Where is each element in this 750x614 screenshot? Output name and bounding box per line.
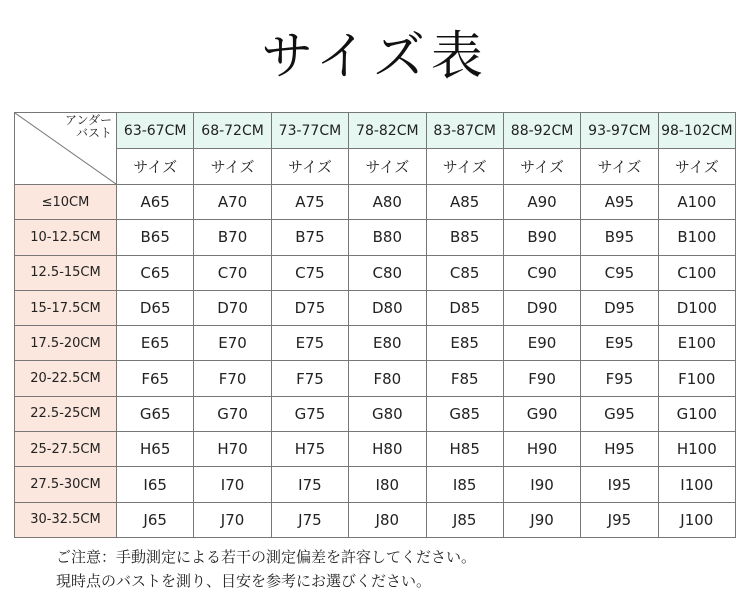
size-cell: E100 bbox=[658, 326, 735, 361]
size-column-label: サイズ bbox=[117, 149, 194, 185]
page-title: サイズ表 bbox=[261, 27, 489, 87]
size-cell: C90 bbox=[503, 255, 580, 290]
difference-row-header: 20-22.5CM bbox=[15, 361, 117, 396]
size-cell: D85 bbox=[426, 290, 503, 325]
size-cell: I95 bbox=[581, 467, 658, 502]
difference-row-header: ≤10CM bbox=[15, 185, 117, 220]
size-cell: B65 bbox=[117, 220, 194, 255]
size-cell: I85 bbox=[426, 467, 503, 502]
size-cell: J90 bbox=[503, 502, 580, 537]
size-cell: D80 bbox=[349, 290, 426, 325]
corner-under-bust-label bbox=[65, 114, 112, 140]
size-cell: F95 bbox=[581, 361, 658, 396]
size-cell: G85 bbox=[426, 396, 503, 431]
corner-top-line2: バスト bbox=[75, 126, 112, 140]
size-cell: H85 bbox=[426, 432, 503, 467]
corner-top-line1: アンダー bbox=[64, 113, 112, 127]
size-cell: D95 bbox=[581, 290, 658, 325]
size-cell: I100 bbox=[658, 467, 735, 502]
under-bust-header: 88-92CM bbox=[503, 113, 580, 149]
table-row bbox=[15, 326, 736, 361]
size-column-label: サイズ bbox=[426, 149, 503, 185]
size-cell: H90 bbox=[503, 432, 580, 467]
size-column-label: サイズ bbox=[658, 149, 735, 185]
size-cell: B75 bbox=[271, 220, 348, 255]
size-cell: G90 bbox=[503, 396, 580, 431]
size-cell: B95 bbox=[581, 220, 658, 255]
size-cell: I65 bbox=[117, 467, 194, 502]
table-row bbox=[15, 396, 736, 431]
table-row bbox=[15, 432, 736, 467]
size-cell: C80 bbox=[349, 255, 426, 290]
size-cell: F100 bbox=[658, 361, 735, 396]
size-cell: H80 bbox=[349, 432, 426, 467]
table-row bbox=[15, 255, 736, 290]
size-column-label: サイズ bbox=[581, 149, 658, 185]
size-column-label: サイズ bbox=[503, 149, 580, 185]
under-bust-header: 98-102CM bbox=[658, 113, 735, 149]
difference-row-header: 22.5-25CM bbox=[15, 396, 117, 431]
size-cell: J75 bbox=[271, 502, 348, 537]
table-row bbox=[15, 361, 736, 396]
size-cell: A85 bbox=[426, 185, 503, 220]
size-cell: F70 bbox=[194, 361, 271, 396]
size-cell: F80 bbox=[349, 361, 426, 396]
size-cell: I70 bbox=[194, 467, 271, 502]
size-cell: G100 bbox=[658, 396, 735, 431]
under-bust-header: 68-72CM bbox=[194, 113, 271, 149]
size-table bbox=[14, 112, 736, 538]
size-cell: A90 bbox=[503, 185, 580, 220]
guide-note: 現時点のバストを測り、目安を参考にお選びください。 bbox=[56, 572, 432, 590]
size-cell: F65 bbox=[117, 361, 194, 396]
size-cell: C65 bbox=[117, 255, 194, 290]
size-cell: A100 bbox=[658, 185, 735, 220]
size-cell: E75 bbox=[271, 326, 348, 361]
under-bust-header: 73-77CM bbox=[271, 113, 348, 149]
size-column-label: サイズ bbox=[194, 149, 271, 185]
under-bust-header: 78-82CM bbox=[349, 113, 426, 149]
under-bust-header: 83-87CM bbox=[426, 113, 503, 149]
size-cell: A75 bbox=[271, 185, 348, 220]
size-cell: J95 bbox=[581, 502, 658, 537]
under-bust-header-row bbox=[15, 113, 736, 149]
size-cell: D65 bbox=[117, 290, 194, 325]
size-cell: D70 bbox=[194, 290, 271, 325]
difference-row-header: 17.5-20CM bbox=[15, 326, 117, 361]
table-row bbox=[15, 502, 736, 537]
size-cell: J70 bbox=[194, 502, 271, 537]
size-cell: B100 bbox=[658, 220, 735, 255]
difference-row-header: 25-27.5CM bbox=[15, 432, 117, 467]
size-cell: B85 bbox=[426, 220, 503, 255]
size-cell: G80 bbox=[349, 396, 426, 431]
size-cell: F90 bbox=[503, 361, 580, 396]
size-cell: I80 bbox=[349, 467, 426, 502]
size-cell: E65 bbox=[117, 326, 194, 361]
size-cell: A95 bbox=[581, 185, 658, 220]
size-cell: A80 bbox=[349, 185, 426, 220]
size-cell: H95 bbox=[581, 432, 658, 467]
size-cell: G70 bbox=[194, 396, 271, 431]
size-cell: C100 bbox=[658, 255, 735, 290]
size-cell: A70 bbox=[194, 185, 271, 220]
table-corner-cell bbox=[15, 113, 117, 185]
size-column-label: サイズ bbox=[271, 149, 348, 185]
difference-row-header: 12.5-15CM bbox=[15, 255, 117, 290]
caution-note: ご注意：手動測定による若干の測定偏差を許容してください。 bbox=[56, 548, 477, 566]
size-cell: J80 bbox=[349, 502, 426, 537]
difference-row-header: 15-17.5CM bbox=[15, 290, 117, 325]
size-cell: E95 bbox=[581, 326, 658, 361]
size-cell: H75 bbox=[271, 432, 348, 467]
size-cell: C95 bbox=[581, 255, 658, 290]
difference-row-header: 27.5-30CM bbox=[15, 467, 117, 502]
size-cell: I90 bbox=[503, 467, 580, 502]
size-cell: C75 bbox=[271, 255, 348, 290]
difference-row-header: 10-12.5CM bbox=[15, 220, 117, 255]
size-cell: E70 bbox=[194, 326, 271, 361]
size-column-label: サイズ bbox=[349, 149, 426, 185]
under-bust-header: 63-67CM bbox=[117, 113, 194, 149]
size-cell: E90 bbox=[503, 326, 580, 361]
size-label-row bbox=[15, 149, 736, 185]
size-cell: G65 bbox=[117, 396, 194, 431]
difference-row-header: 30-32.5CM bbox=[15, 502, 117, 537]
size-cell: E80 bbox=[349, 326, 426, 361]
under-bust-header: 93-97CM bbox=[581, 113, 658, 149]
size-cell: H70 bbox=[194, 432, 271, 467]
size-cell: J100 bbox=[658, 502, 735, 537]
table-row bbox=[15, 467, 736, 502]
size-cell: F75 bbox=[271, 361, 348, 396]
size-cell: J85 bbox=[426, 502, 503, 537]
size-cell: F85 bbox=[426, 361, 503, 396]
size-cell: B70 bbox=[194, 220, 271, 255]
size-cell: D75 bbox=[271, 290, 348, 325]
table-row bbox=[15, 220, 736, 255]
size-cell: C70 bbox=[194, 255, 271, 290]
table-row bbox=[15, 185, 736, 220]
size-cell: I75 bbox=[271, 467, 348, 502]
table-row bbox=[15, 290, 736, 325]
size-cell: D100 bbox=[658, 290, 735, 325]
size-cell: G75 bbox=[271, 396, 348, 431]
size-cell: E85 bbox=[426, 326, 503, 361]
size-cell: G95 bbox=[581, 396, 658, 431]
size-cell: D90 bbox=[503, 290, 580, 325]
size-cell: J65 bbox=[117, 502, 194, 537]
size-cell: C85 bbox=[426, 255, 503, 290]
size-cell: H65 bbox=[117, 432, 194, 467]
size-cell: B90 bbox=[503, 220, 580, 255]
size-cell: H100 bbox=[658, 432, 735, 467]
size-cell: A65 bbox=[117, 185, 194, 220]
size-cell: B80 bbox=[349, 220, 426, 255]
